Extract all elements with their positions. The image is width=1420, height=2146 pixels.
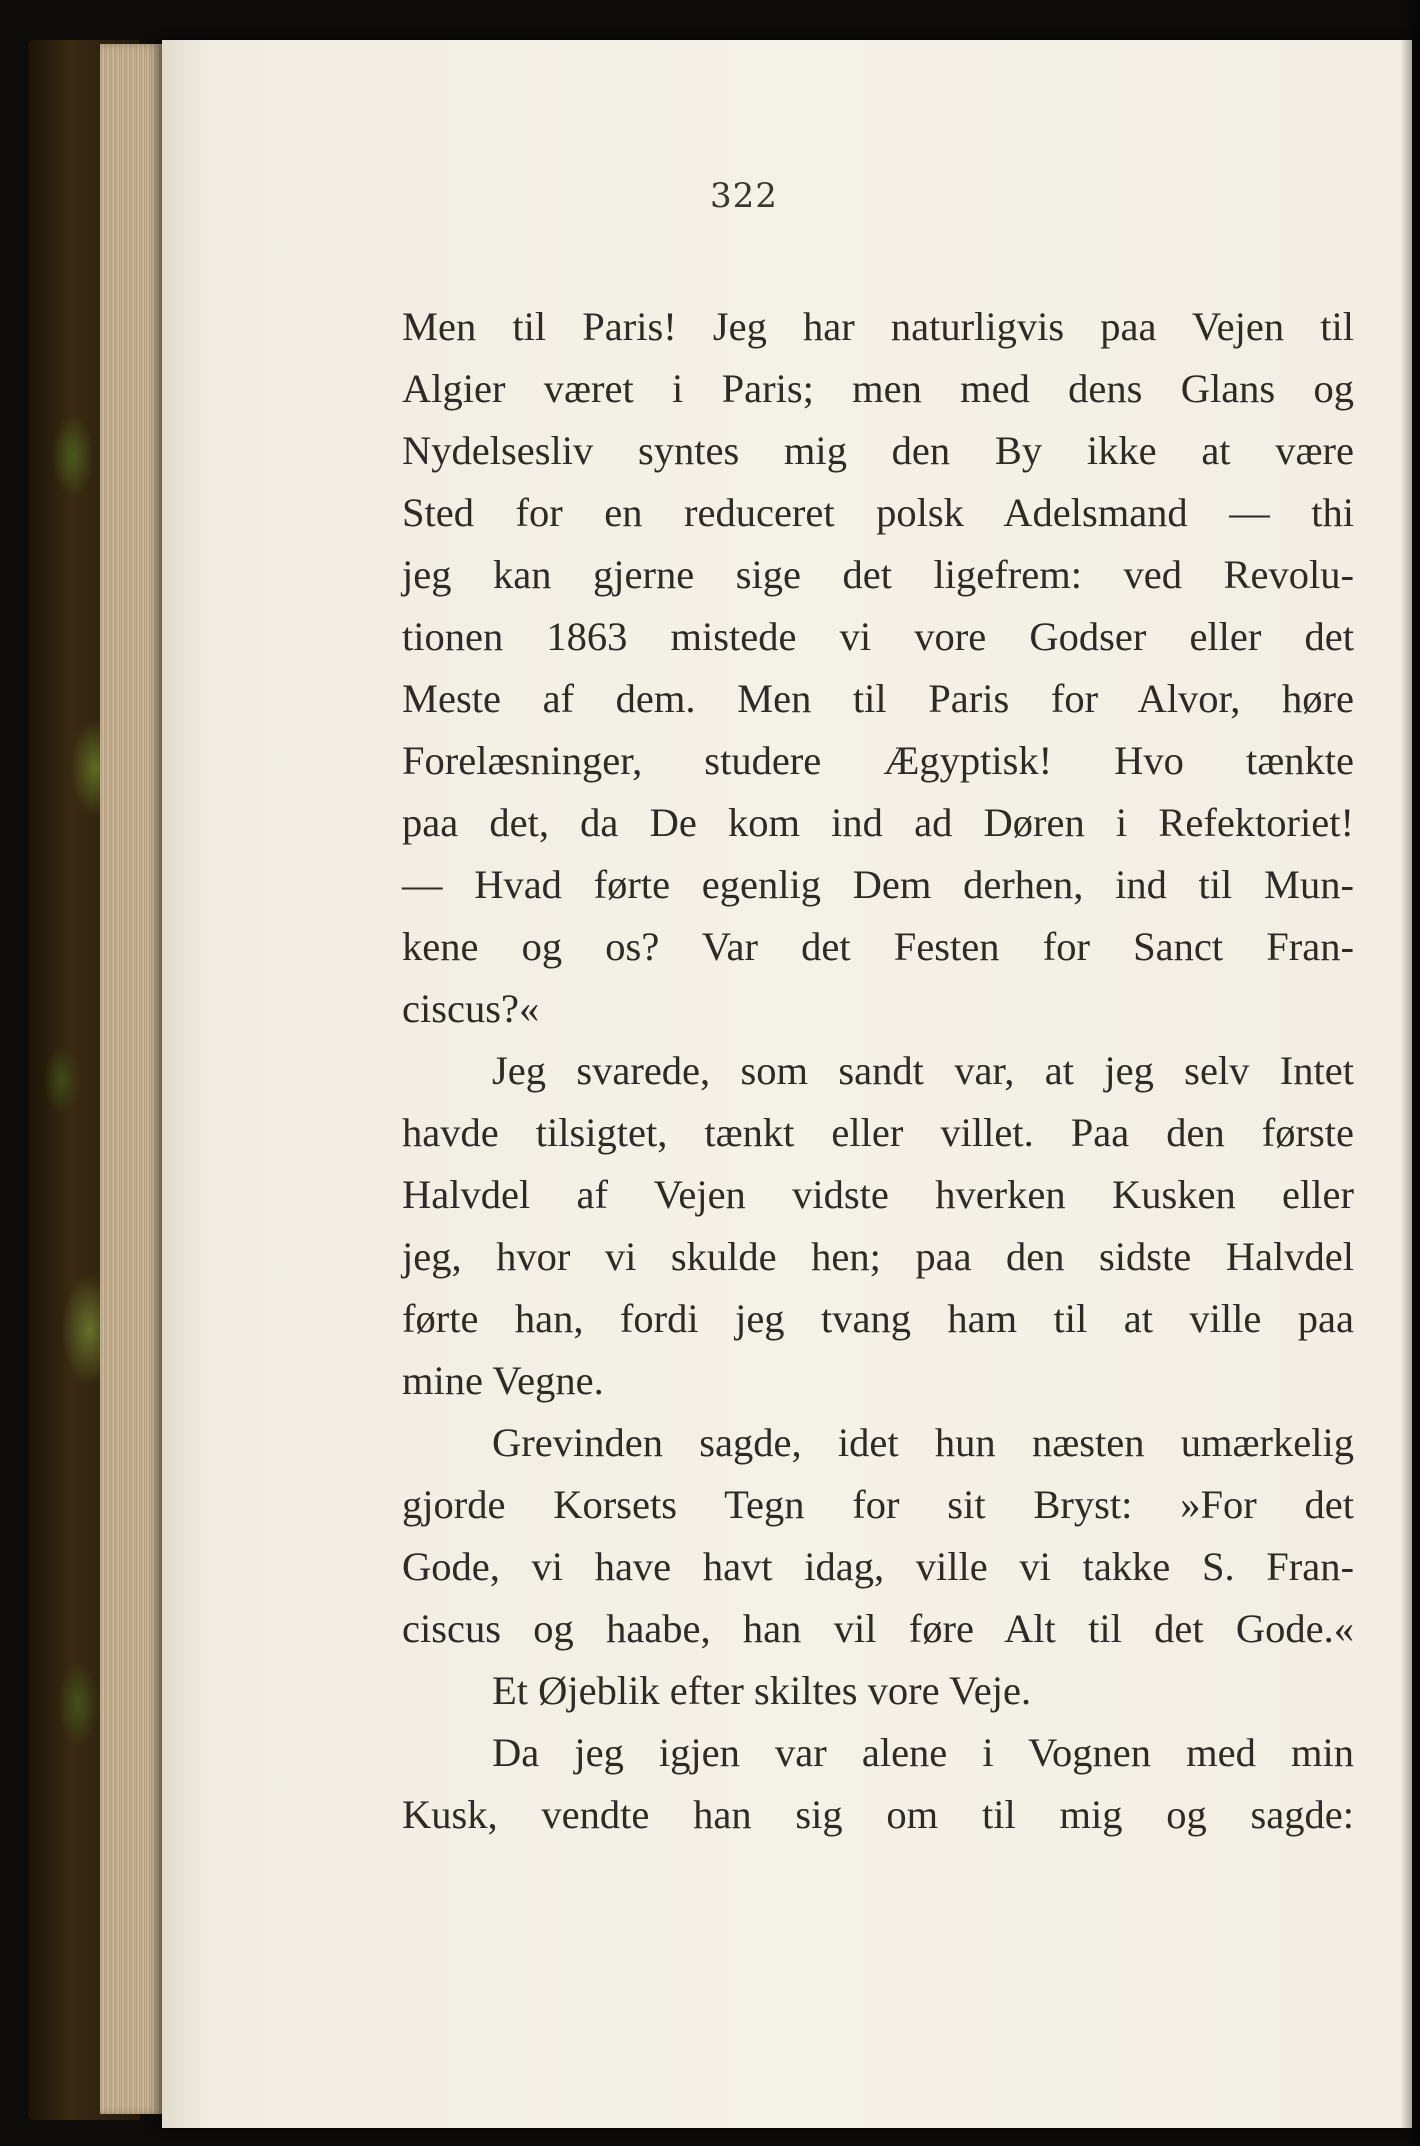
body-text xyxy=(402,296,1354,1846)
text-line: jeg kan gjerne sige det ligefrem: ved Revolu- xyxy=(402,552,1354,597)
text-line: paa det, da De kom ind ad Døren i Refektoriet! xyxy=(402,800,1354,845)
text-line: havde tilsigtet, tænkt eller villet. Paa den første xyxy=(402,1110,1354,1155)
page-number: 322 xyxy=(710,176,778,216)
text-line: Kusk, vendte han sig om til mig og sagde: xyxy=(402,1792,1354,1837)
text-line: jeg, hvor vi skulde hen; paa den sidste Halvdel xyxy=(402,1234,1354,1279)
text-line: gjorde Korsets Tegn for sit Bryst: »For det xyxy=(402,1482,1354,1527)
text-line: kene og os? Var det Festen for Sanct Fran- xyxy=(402,924,1354,969)
text-line: ciscus?« xyxy=(402,986,540,1031)
text-line: ciscus og haabe, han vil føre Alt til det Gode.« xyxy=(402,1606,1354,1651)
text-line: Grevinden sagde, idet hun næsten umærkelig xyxy=(492,1420,1354,1465)
text-line: Et Øjeblik efter skiltes vore Veje. xyxy=(492,1668,1032,1713)
text-line: Algier været i Paris; men med dens Glans og xyxy=(402,366,1354,411)
text-line: førte han, fordi jeg tvang ham til at ville paa xyxy=(402,1296,1354,1341)
text-line: mine Vegne. xyxy=(402,1358,604,1403)
text-line: Jeg svarede, som sandt var, at jeg selv Intet xyxy=(492,1048,1354,1093)
text-line: Nydelsesliv syntes mig den By ikke at være xyxy=(402,428,1354,473)
text-line: — Hvad førte egenlig Dem derhen, ind til Mun- xyxy=(402,862,1354,907)
text-line: Da jeg igjen var alene i Vognen med min xyxy=(492,1730,1354,1775)
text-line: Gode, vi have havt idag, ville vi takke S. Fran- xyxy=(402,1544,1354,1589)
text-line: Forelæsninger, studere Ægyptisk! Hvo tænkte xyxy=(402,738,1354,783)
text-line: Men til Paris! Jeg har naturligvis paa Vejen til xyxy=(402,304,1354,349)
page-gutter-shadow xyxy=(1400,0,1420,2146)
text-line: Meste af dem. Men til Paris for Alvor, høre xyxy=(402,676,1354,721)
page-edges xyxy=(100,44,164,2114)
text-line: Sted for en reduceret polsk Adelsmand — thi xyxy=(402,490,1354,535)
text-line: tionen 1863 mistede vi vore Godser eller det xyxy=(402,614,1354,659)
text-line: Halvdel af Vejen vidste hverken Kusken eller xyxy=(402,1172,1354,1217)
